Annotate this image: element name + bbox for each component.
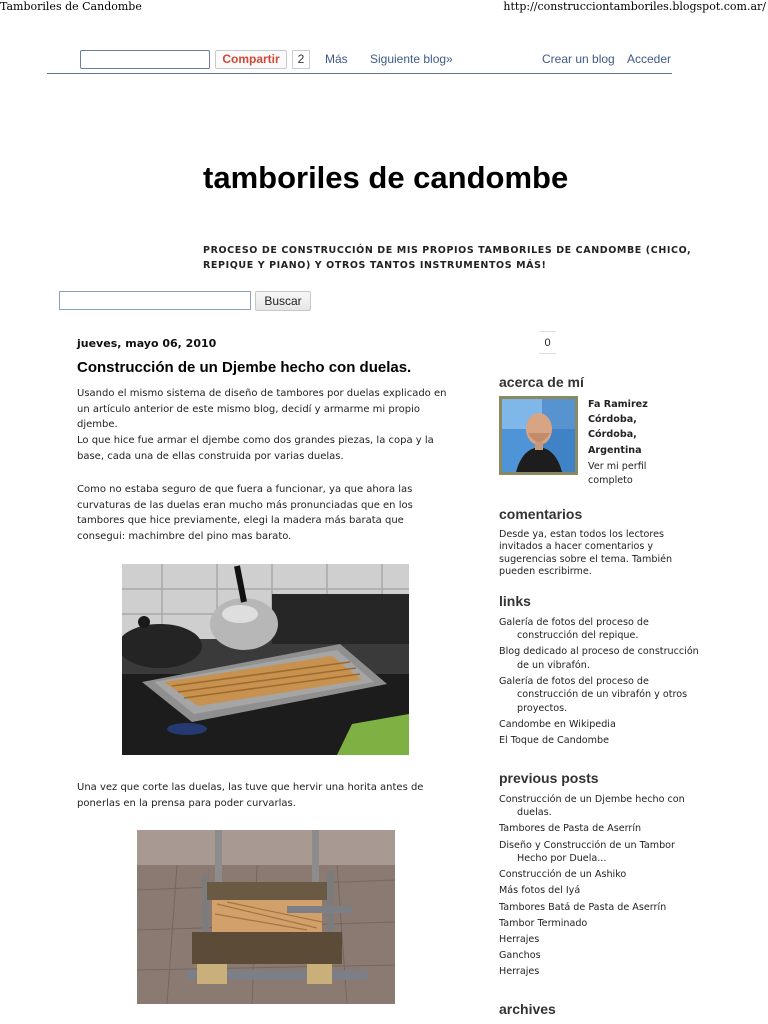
profile-location: Córdoba, (588, 429, 637, 441)
previous-post-link[interactable]: Más fotos del Iyá (499, 885, 581, 897)
profile-details (588, 397, 668, 458)
blog-description: PROCESO DE CONSTRUCCIÓN DE MIS PROPIOS TAMBORILES DE CANDOMBE (CHICO, REPIQUE Y PIANO) Y OTROS TANTOS INSTRUMENTOS MÁS! (203, 245, 692, 271)
blog-title[interactable]: tamboriles de candombe (203, 160, 569, 195)
previous-post-link[interactable]: Tambores Batá de Pasta de Aserrín (499, 901, 667, 913)
previous-post-link[interactable]: Herrajes (499, 966, 540, 978)
previous-post-link[interactable]: Construcción de un Djembe hecho con duelas. (499, 794, 685, 819)
profile-location: Córdoba, (588, 414, 637, 426)
previous-posts-list (499, 793, 699, 981)
post-paragraph: Usando el mismo sistema de diseño de tambores por duelas explicado en un artículo anterior de este mismo blog, decidí y armarme mi propio djembe. (77, 388, 447, 431)
sidebar-link[interactable]: Galería de fotos del proceso de construcción de un vibrafón y otros proyectos. (499, 675, 688, 714)
boiling-staves-illustration (122, 564, 409, 755)
previous-post-link[interactable]: Diseño y Construcción de un Tambor Hecho por Duela... (499, 839, 675, 864)
previous-post-link[interactable]: Construcción de un Ashiko (499, 869, 627, 881)
previous-post-link[interactable]: Tambores de Pasta de Aserrín (499, 823, 642, 835)
sidebar-link[interactable]: Candombe en Wikipedia (499, 718, 616, 730)
create-blog-link[interactable]: Crear un blog (542, 52, 615, 66)
previous-post-link[interactable]: Ganchos (499, 950, 541, 962)
comments-text: Desde ya, estan todos los lectores invitados a hacer comentarios y sugerencias sobre el tema. También pueden escribirme. (499, 529, 673, 577)
sidebar-link[interactable]: Blog dedicado al proceso de construcción de un vibrafón. (499, 646, 699, 671)
search-input[interactable] (59, 291, 251, 310)
avatar[interactable] (499, 396, 578, 475)
login-link[interactable]: Acceder (627, 52, 672, 66)
view-profile-link[interactable]: Ver mi perfil completo (588, 461, 647, 486)
print-page-title: Tamboriles de Candombe (0, 0, 142, 13)
links-list (499, 616, 699, 750)
boiling-staves-photo[interactable] (122, 564, 409, 755)
sidebar-link[interactable]: El Toque de Candombe (499, 734, 609, 746)
stave-press-photo[interactable] (137, 830, 395, 1004)
share-count-badge: 2 (292, 50, 310, 69)
about-heading: acerca de mí (499, 374, 584, 390)
share-button[interactable]: Compartir (215, 50, 287, 69)
post-paragraph: Como no estaba seguro de que fuera a funcionar, ya que ahora las curvaturas de las duelas eran mucho más pronunciadas que en los tambores que hice previamente, elegi la madera más barata que consegui: machimbre del pino mas barato. (77, 484, 413, 543)
stave-press-illustration (137, 830, 395, 1004)
profile-photo-icon (502, 399, 575, 472)
links-heading: links (499, 593, 531, 609)
post-paragraph: Lo que hice fue armar el djembe como dos grandes piezas, la copa y la base, cada una de ellas construida por varias duelas. (77, 435, 434, 462)
previous-posts-heading: previous posts (499, 770, 599, 786)
post-paragraph: Una vez que corte las duelas, las tuve que hervir una horita antes de ponerlas en la prensa para poder curvarlas. (77, 782, 424, 809)
more-link[interactable]: Más (325, 52, 348, 66)
blogger-navbar (47, 48, 672, 74)
post-title[interactable]: Construcción de un Djembe hecho con duelas. (77, 359, 412, 376)
profile-name: Fa Ramirez (588, 399, 648, 410)
comments-heading: comentarios (499, 506, 583, 522)
plusone-count[interactable]: 0 (539, 331, 556, 354)
print-page-url: http://construcciontamboriles.blogspot.com.ar/ (503, 0, 766, 13)
navbar-search-input[interactable] (80, 50, 210, 69)
next-blog-link[interactable]: Siguiente blog» (370, 52, 453, 66)
profile-location: Argentina (588, 444, 642, 456)
previous-post-link[interactable]: Tambor Terminado (499, 917, 588, 929)
post-date: jueves, mayo 06, 2010 (77, 337, 217, 350)
previous-post-link[interactable]: Herrajes (499, 933, 540, 945)
search-button[interactable]: Buscar (255, 291, 311, 311)
archives-heading: archives (499, 1001, 556, 1017)
sidebar-link[interactable]: Galería de fotos del proceso de construcción del repique. (499, 617, 649, 642)
